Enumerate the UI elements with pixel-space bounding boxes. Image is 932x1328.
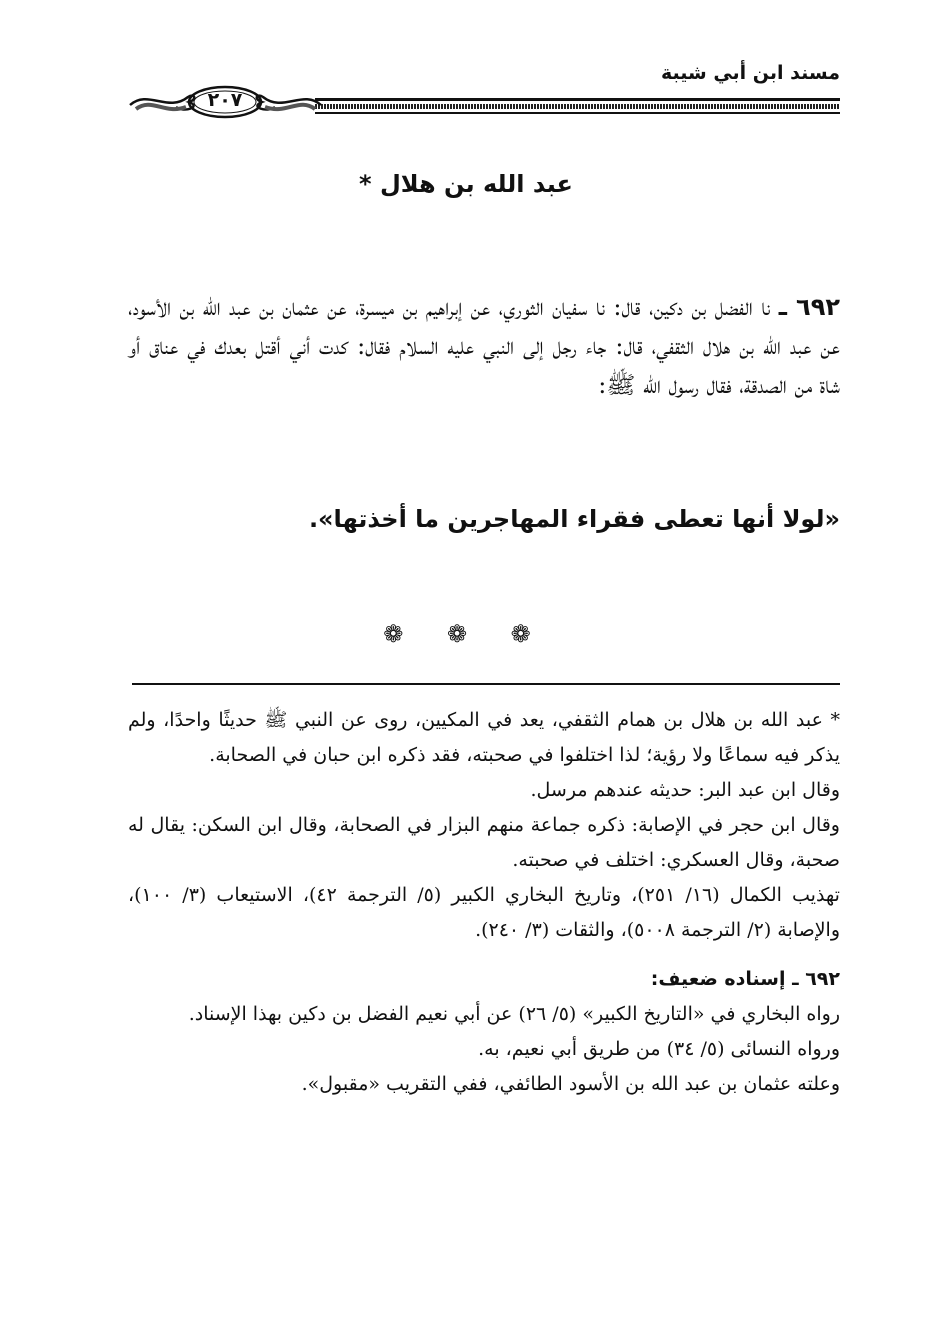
header-rule (315, 98, 840, 114)
footnote-biography-1: * عبد الله بن هلال بن همام الثقفي، يعد في المكيين، روى عن النبي ﷺ حديثًا واحدًا، ولم يذكر فيه سماعًا ولا رؤية؛ لذا اختلفوا في صحبته، فقد ذكره ابن حبان في الصحابة. (128, 709, 840, 766)
footnote-references: تهذيب الكمال (١٦/ ٢٥١)، وتاريخ البخاري الكبير (٥/ الترجمة ٤٢)، الاستيعاب (٣/ ١٠٠)، والإصابة (٢/ الترجمة ٥٠٠٨)، والثقات (٣/ ٢٤٠). (128, 884, 840, 941)
hadith-chain-text: نا الفضل بن دكين، قال: نا سفيان الثوري، عن إبراهيم بن ميسرة، عن عثمان بن عبد الله بن الأسود، عن عبد الله بن هلال الثقفي، قال: جاء رجل إلى النبي عليه السلام فقال: كدت أني أقتل بعدك في عناق أو شاة من الصدقة، فقال رسول الله ﷺ: (128, 293, 840, 399)
hadith-number: ٦٩٢ ـ (778, 293, 840, 321)
page-number: ٢٠٧ (207, 89, 243, 111)
footnote-isnad-1: رواه البخاري في «التاريخ الكبير» (٥/ ٢٦) عن أبي نعيم الفضل بن دكين بهذا الإسناد. (188, 1003, 840, 1025)
running-head-title: مسند ابن أبي شيبة (660, 62, 840, 84)
footnote-isnad-3: وعلته عثمان بن عبد الله بن الأسود الطائفي، ففي التقريب «مقبول». (301, 1073, 840, 1095)
footnote-isnad-heading: ٦٩٢ ـ إسناده ضعيف: (650, 968, 840, 990)
section-separator-ornament: ❁ ❁ ❁ (383, 620, 549, 648)
footnote-divider (132, 683, 840, 685)
hadith-text-block (128, 288, 840, 405)
footnotes (128, 703, 840, 1102)
chapter-heading: عبد الله بن هلال * (359, 170, 573, 198)
footnote-biography-3: وقال ابن حجر في الإصابة: ذكره جماعة منهم البزار في الصحابة، وقال ابن السكن: يقال له صحبة، وقال العسكري: اختلف في صحبته. (128, 814, 840, 871)
footnote-biography-2: وقال ابن عبد البر: حديثه عندهم مرسل. (530, 779, 840, 801)
hadith-matn: «لولا أنها تعطى فقراء المهاجرين ما أخذتها». (308, 505, 840, 533)
footnote-isnad-2: ورواه النسائى (٥/ ٣٤) من طريق أبي نعيم، به. (478, 1038, 840, 1060)
